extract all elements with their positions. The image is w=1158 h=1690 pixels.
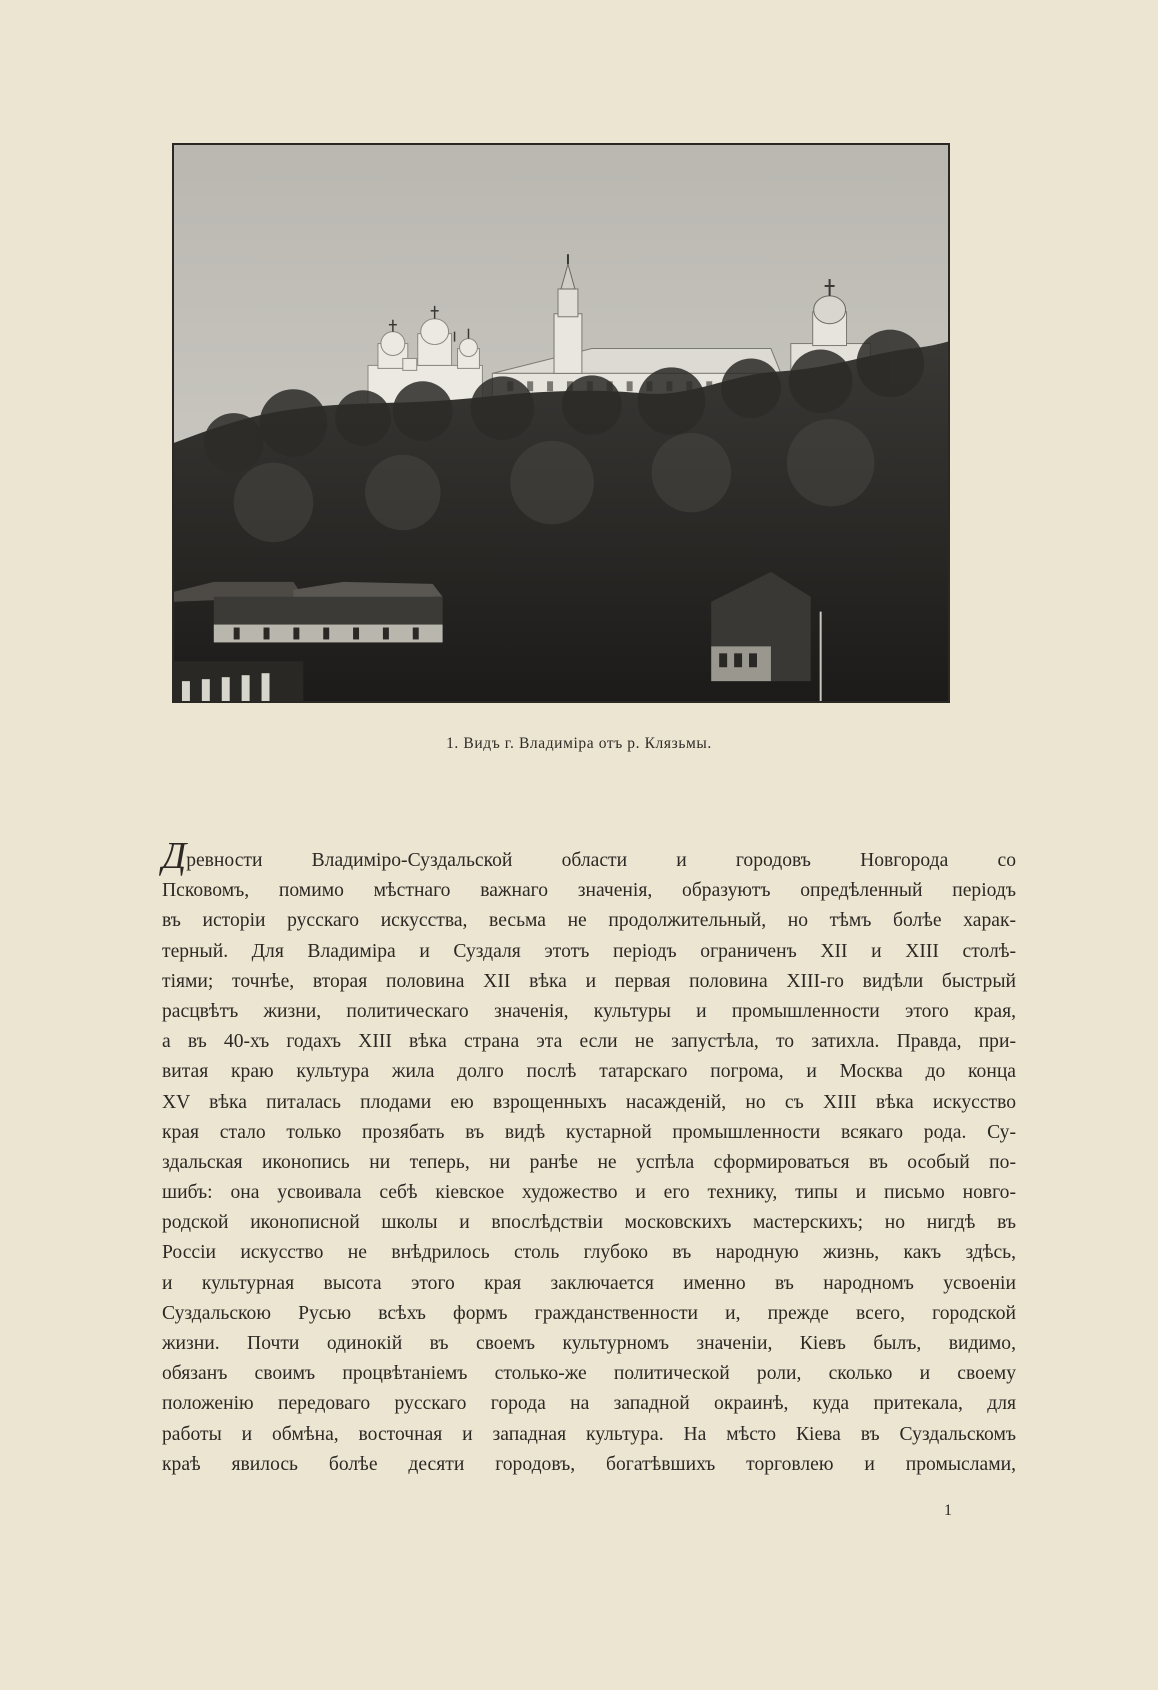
text-line: терный. Для Владиміра и Суздаля этотъ періодъ ограниченъ XII и XIII столѣ-: [162, 940, 1016, 962]
text-line: Псковомъ, помимо мѣстнаго важнаго значенія, образуютъ опредѣленный періодъ: [162, 880, 1016, 902]
first-line-rest: ревности Владиміро-Суздальской области и городовъ Новгорода со: [186, 850, 1016, 871]
text-line: краѣ явилось болѣе десяти городовъ, богатѣвшихъ торговлею и промыслами,: [162, 1453, 1016, 1475]
photo-plate: [172, 143, 950, 703]
text-line: родской иконописной школы и впослѣдствіи московскихъ мастерскихъ; но нигдѣ въ: [162, 1212, 1016, 1234]
text-line: въ исторіи русскаго искусства, весьма не продолжительный, но тѣмъ болѣе харак-: [162, 910, 1016, 932]
text-line: здальская иконопись ни теперь, ни ранѣе не успѣла сформироваться въ особый по-: [162, 1151, 1016, 1173]
photo-vladimir-view: [174, 145, 948, 701]
text-line: тіями; точнѣе, вторая половина XII вѣка и первая половина XIII-го видѣли быстрый: [162, 970, 1016, 992]
text-line: шибъ: она усвоивала себѣ кіевское художество и его технику, типы и письмо новго-: [162, 1182, 1016, 1204]
text-line: XV вѣка питалась плодами ею взрощенныхъ насажденій, но съ XIII вѣка искусство: [162, 1091, 1016, 1113]
drop-cap: Д: [162, 835, 187, 877]
text-line: Россіи искусство не внѣдрилось столь глубоко въ народную жизнь, какъ здѣсь,: [162, 1242, 1016, 1264]
text-line: работы и обмѣна, восточная и западная культура. На мѣсто Кіева въ Суздальскомъ: [162, 1423, 1016, 1445]
text-line: и культурная высота этого края заключается именно въ народномъ усвоеніи: [162, 1272, 1016, 1294]
figure-caption: 1. Видъ г. Владиміра отъ р. Клязьмы.: [446, 735, 712, 752]
body-text: [162, 835, 1016, 1480]
page-number: 1: [944, 1502, 952, 1519]
text-line: жизни. Почти одинокій въ своемъ культурномъ значеніи, Кіевъ былъ, видимо,: [162, 1333, 1016, 1354]
text-line: витая краю культура жила долго послѣ татарскаго погрома, и Москва до конца: [162, 1061, 1016, 1083]
text-line: Суздальскою Русью всѣхъ формъ гражданственности и, прежде всего, городской: [162, 1302, 1016, 1324]
text-line: а въ 40-хъ годахъ XIII вѣка страна эта если не запустѣла, то затихла. Правда, при-: [162, 1031, 1016, 1053]
text-line: положенію передоваго русскаго города на западной окраинѣ, куда притекала, для: [162, 1393, 1016, 1415]
text-line: обязанъ своимъ процвѣтаніемъ столько-же политической роли, сколько и своему: [162, 1363, 1016, 1385]
text-line: расцвѣтъ жизни, политическаго значенія, культуры и промышленности этого края,: [162, 1000, 1016, 1022]
text-line: края стало только прозябать въ видѣ кустарной промышленности всякаго рода. Су-: [162, 1121, 1016, 1143]
text-line-first: [162, 835, 1016, 877]
